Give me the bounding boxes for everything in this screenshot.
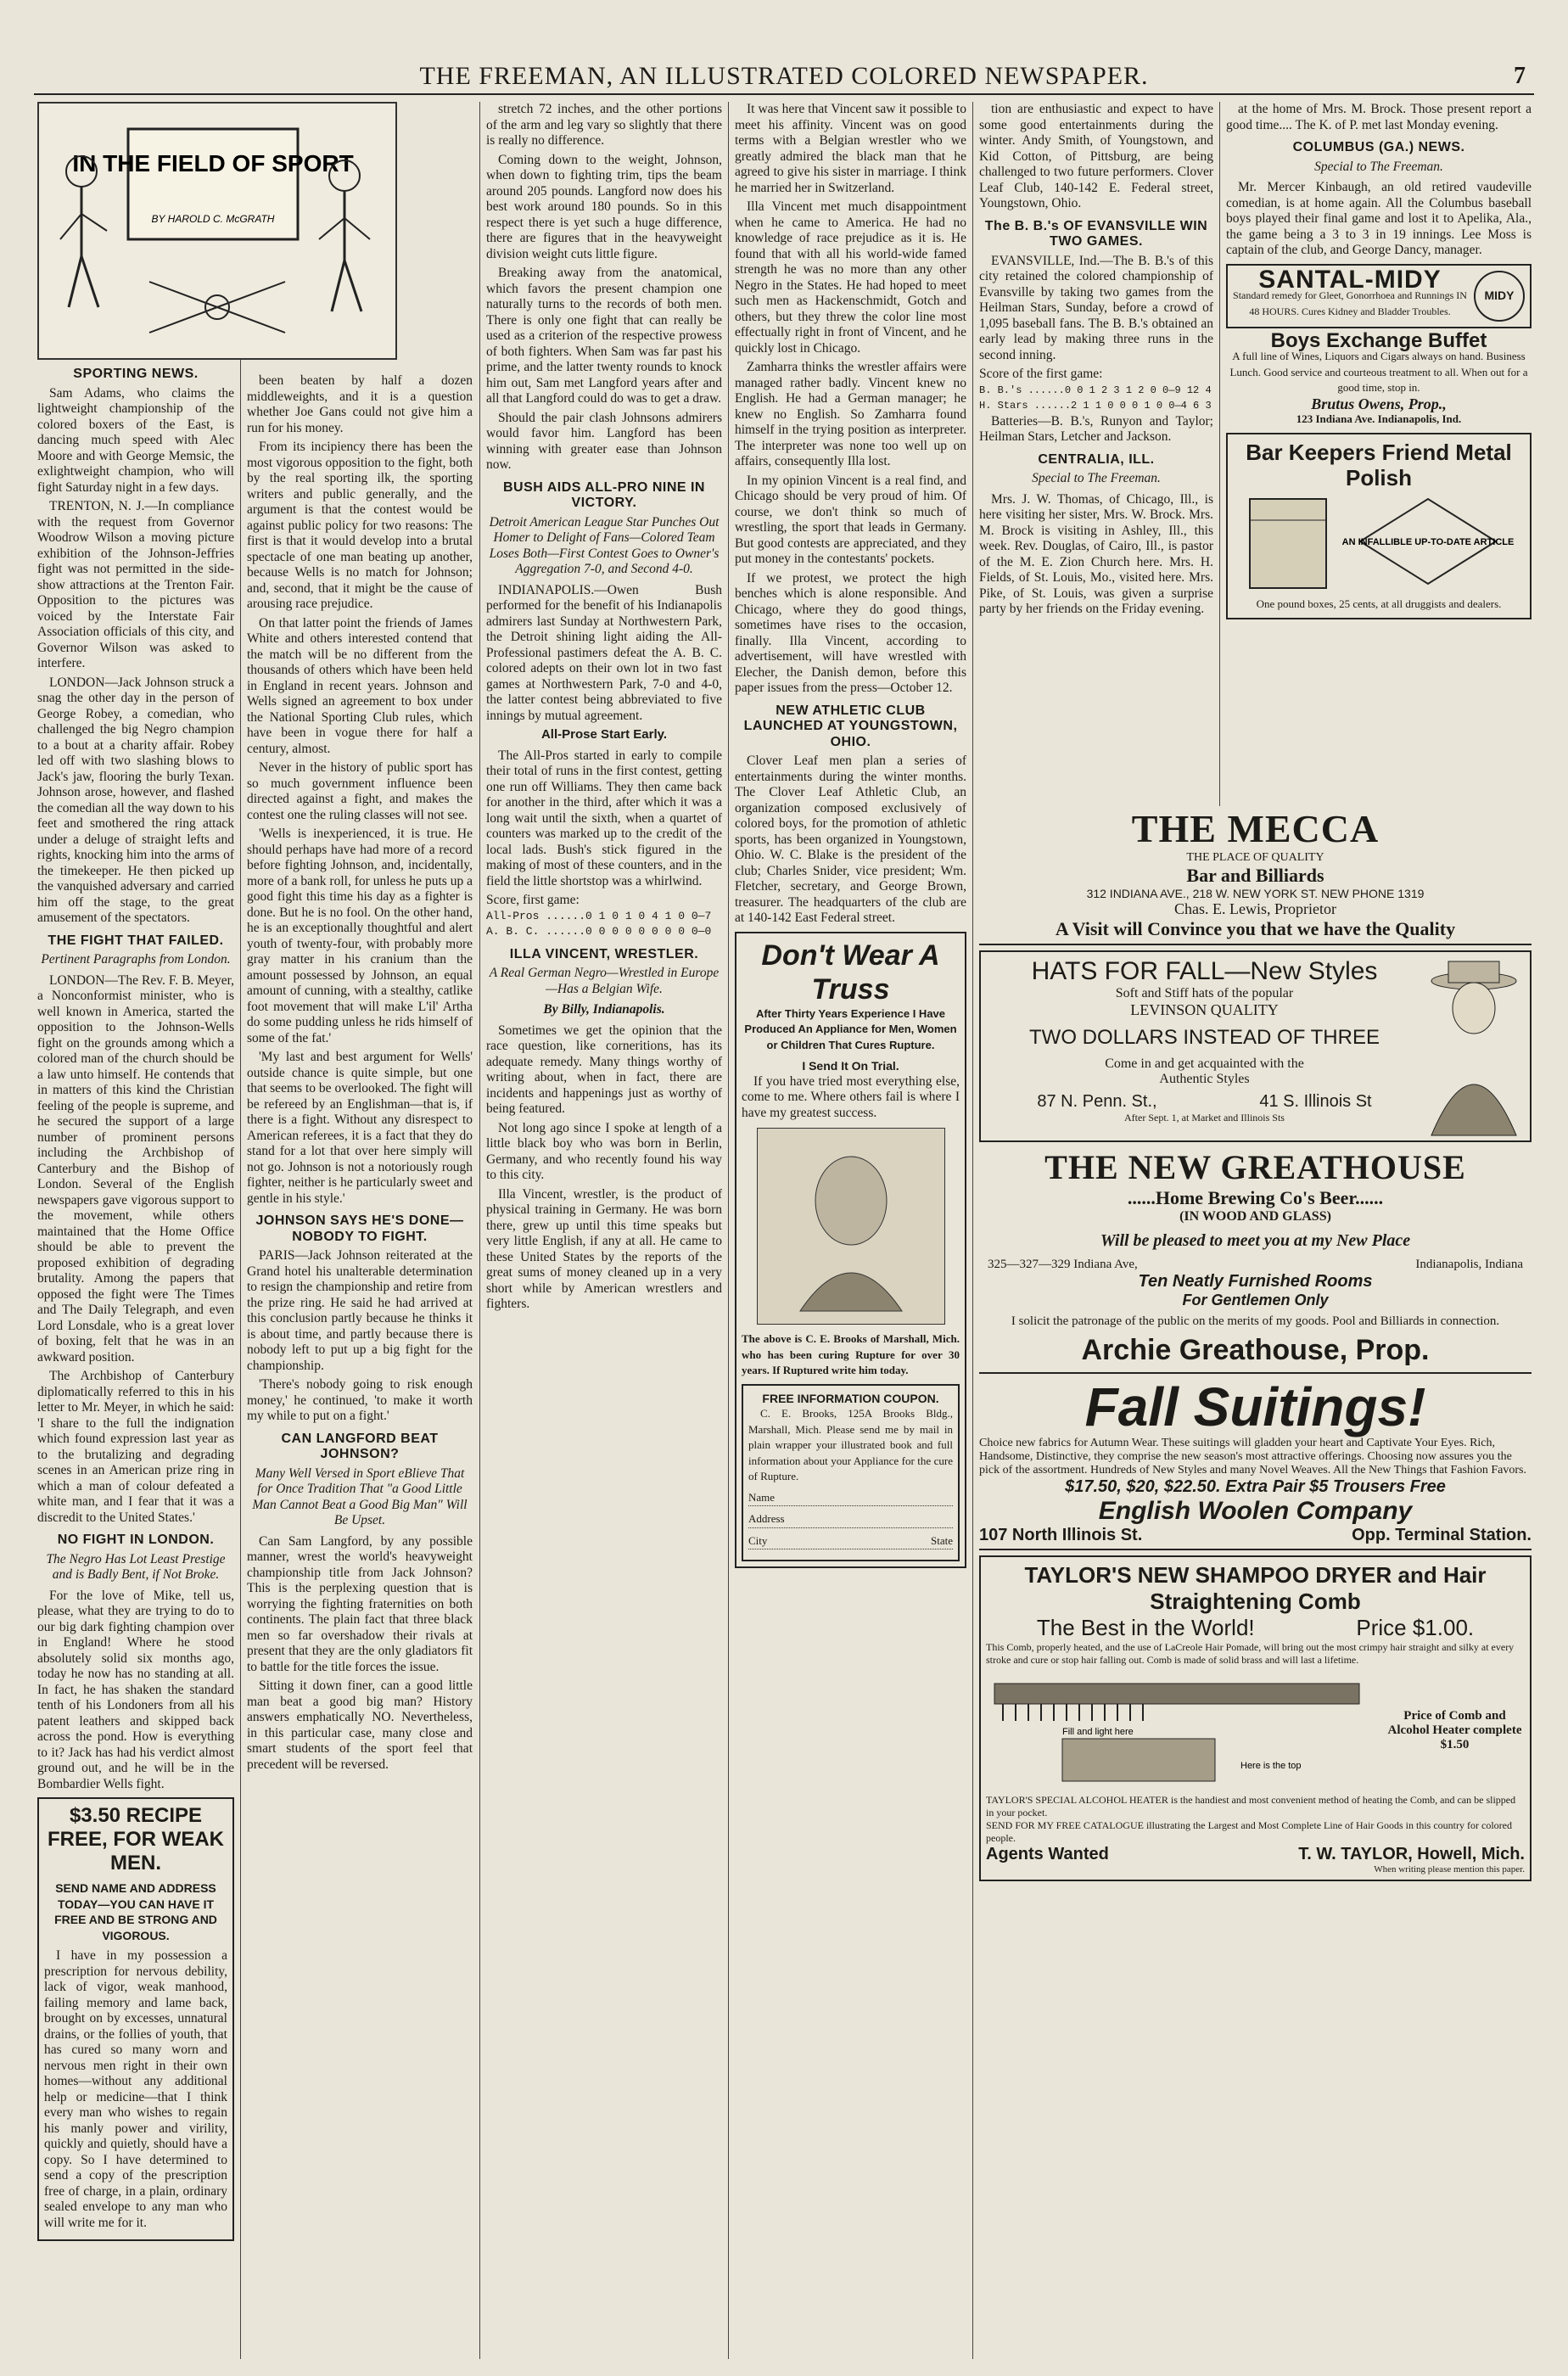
heading-johnson-done: JOHNSON SAYS HE'S DONE—NOBODY TO FIGHT. [255,1213,464,1244]
santal-ad-body: Standard remedy for Gleet, Gonorrhoea and Runnings IN 48 HOURS. Cures Kidney and Bladder Troubles. [1233,289,1467,317]
score-line: A. B. C. ......0 0 0 0 0 0 0 0 0—0 [486,925,712,938]
fall-suitings-ad [979,1374,1532,1550]
article-paragraph: PARIS—Jack Johnson reiterated at the Grand hotel his unalterable determination to resign the championship and retire from the prize ring. He said he had arrived at this conclusion partly because he thinks it is about time, and partly because there is nobody left to put up a big fight for the championship. [247,1248,473,1373]
article-paragraph: TRENTON, N. J.—In compliance with the request from Governor Woodrow Wilson a moving picture exhibition of the Johnson-Jeffries fight was not permitted in the side-show attractions at the Trenton Fair. Opposition to the pictures was voiced by the Interstate Fair Association officials of this city, and Governor Wilson was asked to interfere. [37,499,234,670]
article-paragraph: Mrs. J. W. Thomas, of Chicago, Ill., is here visiting her sister, Mrs. W. Brock. Mrs. M. Brock is visiting in Ashley, Ill., this week. Rev. Douglas, of Cairo, Ill., is pastor of the M. E. Zion Church here. Mrs. H. Fields, of St. Louis, Mo., visited here. Mrs. Pike, of St. Louis, was given a surprise party by her friends on the Friday evening. [979,491,1213,616]
mecca-subtitle-2: Bar and Billiards [1186,865,1324,886]
score-line: All-Pros ......0 1 0 1 0 4 1 0 0—7 [486,909,712,922]
boys-ad-address: 123 Indiana Ave. Indianapolis, Ind. [1296,412,1462,425]
article-paragraph: LONDON—Jack Johnson struck a snag the other day in the person of George Robey, a comedian, who challenged the big Negro champion to a bout at a charity affair. Robey led off with two slashing blows to Jack's jaw, flooring the burly Texan. Johnson arose, however, and flashed the comedian all the way down to his feet and smothered the ring attack under a deluge of straight lefts and rights, knocking him into the arms of the timekeeper. He then picked up the vanquished adversary and carried him off the stage, to the great amusement of the spectators. [37,675,234,925]
hats-address-1: 87 N. Penn. St., [1037,1092,1157,1111]
score-line: B. B.'s ......0 0 1 2 3 1 2 0 0—9 12 4 [979,384,1212,396]
polish-ad-caption: One pound boxes, 25 cents, at all druggists and dealers. [1256,597,1502,610]
sports-cartoon [37,102,397,360]
recipe-ad-subtitle: SEND NAME AND ADDRESS TODAY—YOU CAN HAVE IT FREE AND BE STRONG AND VIGOROUS. [54,1881,217,1942]
subheading: Special to The Freeman. [1314,159,1443,174]
article-paragraph: On that latter point the friends of James White and others interested contend that the match will be no different from the thousands of others which have been held in England in recent years. Johnson and Wells signed an agreement to box under the National Sporting Club rules, which have been in vogue there for half a century, almost. [247,615,473,756]
midy-badge: MIDY [1474,271,1525,322]
article-paragraph: LONDON—The Rev. F. B. Meyer, a Nonconformist minister, who is well known in America, started the opposition to the Johnson-Wells fight on the grounds among which a colored man of the church should be a law unto himself. He contends that in matters of this kind the Christian feeling of the people is supreme, and he secured the support of a large number of prominent persons including the Archbishop of Canterbury and the Bishop of London. Several of the English newspapers gave vigorous support to the movement, while others maintained that the Home Office should be able to prevent the proposed exhibition of degrading brutality. Among the papers that opposed the fight were The Times and The Daily Telegraph, and even Lord Lonsdale, who is a great lover of boxing, felt that he was in an awkward position. [37,972,234,1365]
article-paragraph: 'My last and best argument for Wells' outside chance is quite simple, but one that seems to be overlooked. The fight will be refereed by an Englishman—that is, if there is a fight. Without any disrespect to American referees, it is a fact that they do stand for a lot that over here simply will not go. Johnson is not a notoriously rough fighter, neither is he particularly sweet and gentle in his style.' [247,1050,473,1206]
column-rule [479,102,480,2359]
score-line: H. Stars ......2 1 1 0 0 0 1 0 0—4 6 3 [979,400,1212,412]
subheading: Pertinent Paragraphs from London. [41,952,231,967]
boys-ad-title: Boys Exchange Buffet [1270,328,1487,352]
recipe-ad-title: $3.50 RECIPE FREE, FOR WEAK MEN. [48,1804,224,1874]
taylor-subtitle: The Best in the World! [1036,1615,1255,1640]
recipe-ad [37,1797,234,2241]
boys-buffet-ad [1226,328,1532,428]
greathouse-subtitle: ......Home Brewing Co's Beer...... [1127,1187,1384,1208]
greathouse-body: I solicit the patronage of the public on the merits of my goods. Pool and Billiards in connection. [1011,1314,1500,1328]
article-paragraph: Never in the history of public sport has so much government influence been directed against a fight, and makes the contest one the ruling classes will not see. [247,760,473,822]
article-paragraph: 'There's nobody going to risk enough money,' he continued, 'to make it worth my while to put on a fight.' [247,1377,473,1423]
score-title: Score, first game: [486,893,580,907]
article-paragraph: In my opinion Vincent is a real find, and Chicago should be very proud of him. Of course, we don't think so much of wrestling, the sport that leads in Germany. But good contests are appreciated, and they put money in the contestants' pockets. [735,473,966,566]
truss-ad [735,932,966,1569]
cartoon-credit: BY HAROLD C. McGRATH [151,213,275,225]
portrait-image [757,1128,945,1325]
taylor-title: TAYLOR'S NEW SHAMPOO DRYER and Hair Straightening Comb [1024,1562,1487,1614]
heading-new-athletic-club: NEW ATHLETIC CLUB LAUNCHED AT YOUNGSTOWN, OHIO. [743,703,958,749]
hats-line-2: LEVINSON QUALITY [1130,1001,1279,1018]
batteries: Batteries—B. B.'s, Runyon and Taylor; Heilman Stars, Letcher and Jackson. [979,413,1213,444]
mecca-ad [979,806,1532,945]
fall-company: English Woolen Company [1098,1497,1413,1525]
greathouse-proprietor: Archie Greathouse, Prop. [1081,1334,1430,1366]
article-paragraph: The Archbishop of Canterbury diplomatically referred to this in his letter to Mr. Meyer, in which he said: 'I share to the full the indignation which found expression last year as to the brutalizing and degrading scenes in an American prize ring in which a man of colour defeated a white man, and I fear that it was a discredit to the United States.' [37,1369,234,1525]
truss-ad-title: Don't Wear A Truss [761,939,940,1006]
masthead [34,59,1534,95]
heading-langford: CAN LANGFORD BEAT JOHNSON? [281,1431,439,1461]
greathouse-rooms: Ten Neatly Furnished Rooms [1138,1272,1373,1291]
hats-ad [979,950,1532,1142]
article-paragraph: Mr. Mercer Kinbaugh, an old retired vaudeville comedian, is at home again. All the Columbus baseball boys played their final game and lost it to Apelika, Ala., the game being a 3 to 3 in 19 innings. Lee Moss is captain of the club, and George Dancy, manager. [1226,180,1532,257]
article-paragraph: been beaten by half a dozen middleweights, and it is a question whether Joe Gans could not give him a run for his money. [247,373,473,435]
byline: By Billy, Indianapolis. [543,1002,665,1017]
article-paragraph: Sometimes we get the opinion that the race question, like corneritions, has its adequate remedy. Many things worthy of writing about, when in fact, there are incidents and happenings just as worthy of being featured. [486,1023,722,1116]
polish-can-illustration [1233,490,1513,592]
article-paragraph: at the home of Mrs. M. Brock. Those present report a good time.... The K. of P. met last Monday evening. [1226,102,1532,132]
mecca-tagline: A Visit will Convince you that we have the Quality [1055,918,1456,939]
santal-midy-ad [1226,264,1532,328]
cartoon-title: IN THE FIELD OF SPORT [72,150,354,177]
greathouse-title: THE NEW GREATHOUSE [1044,1148,1466,1186]
subheading: A Real German Negro—Wrestled in Europe—Has a Belgian Wife. [489,966,720,996]
polish-tag-text: AN INFALLIBLE UP-TO-DATE ARTICLE [1341,536,1515,547]
masthead-title: THE FREEMAN, AN ILLUSTRATED COLORED NEWSPAPER. [419,62,1149,90]
article-paragraph: stretch 72 inches, and the other portions of the arm and leg vary so slightly that there is really no difference. [486,102,722,148]
coupon-title: FREE INFORMATION COUPON. [762,1391,939,1405]
taylor-note: When writing please mention this paper. [1374,1864,1525,1874]
article-paragraph: Zamharra thinks the wrestler affairs were managed rather badly. Vincent knew no English. He had a German manager; he knew no English. So Zamharra found himself in the trying position as interpreter. The interpreter was none too well up on affairs, consequently Illa lost. [735,360,966,468]
score-title: Score of the first game: [979,367,1103,381]
coupon-address-field[interactable] [748,1511,953,1528]
column-2 [247,373,473,2359]
heading-fight-failed: THE FIGHT THAT FAILED. [48,933,224,948]
article-paragraph: Illa Vincent, wrestler, is the product of physical training in Germany. He was born there, grew up until this time speaks but very little English, if any at all. He came to these United States by the reports of the great sums of money cleaned up in a very short while by American wrestlers and fighters. [486,1186,722,1311]
article-paragraph: Not long ago since I spoke at length of a little black boy who was born in Berlin, Germany, and who recently found his way to this city. [486,1120,722,1182]
greathouse-subtitle-2: (IN WOOD AND GLASS) [1179,1209,1331,1224]
mecca-address: 312 INDIANA AVE., 218 W. NEW YORK ST. NEW PHONE 1319 [1086,887,1425,900]
article-paragraph: The All-Pros started in early to compile their total of runs in the first contest, getting one run off Williams. They then came back for another in the third, after which it was a long wait until the sixth, when a quartet of counters was marked up to the credit of the local lads. Bush's stick figured in the making of most of these counters, and in the field the little shortstop was a whirlwind. [486,748,722,888]
taylor-body: This Comb, properly heated, and the use of LaCreole Hair Pomade, will bring out the most crimpy hair straight and silky at every stroke and cure or stop hair falling out. Comb is made of solid brass and will last a lifetime. [986,1641,1515,1666]
column-1 [37,102,354,2359]
subheading: Special to The Freeman. [1032,471,1161,485]
heading-sporting-news: SPORTING NEWS. [73,367,199,381]
mecca-proprietor: Chas. E. Lewis, Proprietor [1174,900,1336,917]
taylor-shampoo-ad [979,1555,1532,1881]
free-coupon [742,1384,960,1562]
coupon-city-label: City [748,1533,768,1547]
article-paragraph: For the love of Mike, tell us, please, what they are trying to do to our big dark fighting champion over in England! Where he stood absolutely solid six months ago, today he now has no standing at all. In fact, he has shaken the standard tenth of his Londoners from all his patent leathers and skipped back across the pond. How is everything to it? Jack has had his verdict almost ground out, and he will be in the Bombardier Wells fight. [37,1588,234,1791]
column-4 [735,102,966,2359]
truss-ad-body: If you have tried most everything else, come to me. Where others fail is where I have my greatest success. [742,1073,960,1120]
boys-ad-prop: Brutus Owens, Prop., [1311,395,1447,412]
subheading: Many Well Versed in Sport eBlieve That for Once Tradition That "a Good Little Man Cannot Beat a Good Big Man" Will Be Upset. [252,1465,468,1527]
greathouse-city: Indianapolis, Indiana [1415,1258,1523,1271]
hats-line-3: TWO DOLLARS INSTEAD OF THREE [1029,1026,1380,1049]
polish-ad-title: Bar Keepers Friend Metal Polish [1246,439,1512,490]
mecca-title: THE MECCA [1131,807,1380,850]
taylor-catalog: SEND FOR MY FREE CATALOGUE illustrating the Largest and Most Complete Line of Hair Goods in this country for colored people. [986,1819,1512,1844]
truss-ad-subtitle: After Thirty Years Experience I Have Produced An Appliance for Men, Women or Children That Cures Rupture. [744,1006,957,1051]
truss-ad-trial: I Send It On Trial. [802,1059,899,1073]
hats-line-1: Soft and Stiff hats of the popular [1115,986,1294,1000]
truss-ad-caption: The above is C. E. Brooks of Marshall, Mich. who has been curing Rupture for over 30 years. If Ruptured write him today. [742,1332,960,1376]
article-paragraph: Sitting it down finer, can a good little man beat a good big man? History answers emphatically NO. Nevertheless, in this particular case, many close and smart students of the sport feel that precedent will be reversed. [247,1678,473,1772]
column-rule [728,102,729,2359]
taylor-agents: Agents Wanted [986,1845,1109,1863]
heading-illa-vincent: ILLA VINCENT, WRESTLER. [509,946,699,961]
fall-address-1: 107 North Illinois St. [979,1526,1143,1544]
greathouse-ad [979,1147,1532,1374]
article-paragraph: EVANSVILLE, Ind.—The B. B.'s of this city retained the colored championship of Evansville by taking two games from the Heilman Stars, Sunday, before a crowd of 1,095 baseball fans. The B. B.'s obtained an early lead by making three runs in the second inning. [979,253,1213,362]
hats-note: After Sept. 1, at Market and Illinois Sts [1124,1112,1285,1124]
article-paragraph: Can Sam Langford, by any possible manner, wrest the world's heavyweight championship title from Jack Johnson? This is the perplexing question that is worrying the fighting fraternities on both continents. The plain fact that three black men so far overshadow their rivals at present that they are the only gladiators fit to battle for the title forces the issue. [247,1533,473,1674]
heading-all-pro-start: All-Prose Start Early. [540,727,668,742]
fall-address-2: Opp. Terminal Station. [1352,1526,1532,1544]
taylor-name: T. W. TAYLOR, Howell, Mich. [1298,1845,1525,1863]
subheading: Detroit American League Star Punches Out Homer to Delight of Fans—Colored Team Loses Both—First Contest Goes to Owner's Aggregation 7-0, and Second 4-0. [489,514,720,576]
santal-ad-title: SANTAL-MIDY [1258,265,1442,294]
heading-centralia: CENTRALIA, ILL. [1038,451,1155,467]
greathouse-rooms-2: For Gentlemen Only [1182,1292,1329,1308]
article-paragraph: Illa Vincent met much disappointment when he came to America. He had no knowledge of race prejudice as it is. He found that with all his world-wide famed strength he was no more than any other Negro in the States. He had hoped to meet such men as Hackenschmidt, Gotch and others, but they threw the color line most effectually right in front of Vincent, and he quickly lost in Chicago. [735,199,966,356]
hats-line-4: Come in and get acquainted with the [1105,1056,1304,1071]
ads-block [979,806,1532,2359]
heading-no-fight-london: NO FIGHT IN LONDON. [57,1533,215,1547]
coupon-body: C. E. Brooks, 125A Brooks Bldg., Marshall, Mich. Please send me by mail in plain wrapper your illustrated book and full information about your Appliance for the cure of Rupture. [748,1407,953,1482]
cartoon-illustration [48,112,387,350]
article-paragraph: Sam Adams, who claims the lightweight championship of the colored boxers of the East, is dancing much speed with Alec Moore and with George Memsic, the exlightweight champion, who will fight Saturday night in a few days. [37,385,234,495]
heading-columbus: COLUMBUS (GA.) NEWS. [1292,140,1465,154]
fall-title: Fall Suitings! [1084,1376,1426,1437]
hats-line-5: Authentic Styles [1159,1072,1250,1086]
article-paragraph: Clover Leaf men plan a series of entertainments during the winter months. The Clover Leaf Athletic Club, an organization composed exclusively of colored boys, for the promotion of athletic sports, has been organized in Youngstown, Ohio. W. C. Blake is the president of the club; Charles Snider, vice president; Wm. Fletcher, secretary, and George Brown, treasurer. The headquarters of the club are at 140-142 East Federal street. [735,754,966,925]
comb-illustration [986,1667,1385,1794]
fall-prices: $17.50, $20, $22.50. Extra Pair $5 Trousers Free [1065,1477,1446,1496]
metal-polish-ad [1226,433,1532,619]
coupon-name-field[interactable] [748,1490,953,1507]
fall-body: Choice new fabrics for Autumn Wear. These suitings will gladden your heart and Captivate Your Eyes. Rich, Handsome, Distinctive, they comprise the new season's most attractive offerings. Choosing now assures you the pick of the assortment. Hundreds of New Styles and many Novel Weaves. All the New Things that Fashion Favors. [979,1437,1526,1477]
hats-title: HATS FOR FALL—New Styles [1031,957,1378,985]
column-6 [1226,102,1532,798]
column-3 [486,102,722,2359]
taylor-footer: TAYLOR'S SPECIAL ALCOHOL HEATER is the handiest and most convenient method of heating the Comb, and can be slipped in your pocket. [986,1794,1516,1818]
boys-ad-body: A full line of Wines, Liquors and Cigars always on hand. Business Lunch. Good service and courteous treatment to all. When out for a good time, stop in. [1229,350,1528,394]
column-5 [979,102,1213,798]
heading-bush-aids: BUSH AIDS ALL-PRO NINE IN VICTORY. [503,479,705,510]
article-paragraph: Breaking away from the anatomical, which favors the present champion one naturally turns to the records of both men. There is only one fight that can really be used as a criterion of the respective prowess of both fighters. When Sam was far past his prime, and the latter twenty rounds to knock him out, Sam met Langford years after and all that Langford could do was to get a draw. [486,266,722,406]
column-rule [972,102,973,2359]
gentleman-hat-illustration [1423,957,1525,1135]
coupon-state-label: State [931,1533,953,1547]
article-paragraph: Coming down to the weight, Johnson, when down to fighting trim, tips the beam around 205 pounds. Langford now does his best work around 180 pounds. So in this respect there is yet such a huge difference, there are figures that in the heavyweight division weight cuts little figure. [486,152,722,261]
article-paragraph: 'Wells is inexperienced, it is true. He should perhaps have had more of a record before fighting Johnson, and, incidentally, more of a bank roll, for unless he puts up a good fight this time his day as a fighter is done. But he is no fool. On the other hand, he is an exceptionally thoughtful and alert youth of twenty-four, with probably more gray matter in his cranium than the amount possessed by Johnson, an equal amount of cunning, with a stealthy, catlike foot movement that will make L'il' Artha do some pudding unless he rids himself of some of the fat.' [247,827,473,1045]
comb-top-label: Here is the top [1240,1761,1302,1771]
article-paragraph: INDIANAPOLIS.—Owen Bush performed for the benefit of his Indianapolis admirers last Sunday at Northwestern Park, the Detroit shining light aiding the All-Professional pastimers defeat the A. B. C. colored adepts on their own lot in two fast games at Northwestern Park, 7-0 and 4-0, the latter contest being abbreviated to five innings by mutual agreement. [486,582,722,723]
mecca-subtitle: THE PLACE OF QUALITY [1186,851,1324,864]
column-rule [240,102,241,2359]
article-paragraph: tion are enthusiastic and expect to have some good entertainments during the winter. Andy Smith, of Youngstown, and Kid Cotton, of Pittsburg, are being challenged to two future performers. Clover Leaf Club, 140-142 E. Federal street, Youngstown, Ohio. [979,102,1213,210]
taylor-price: Price $1.00. [1356,1615,1475,1640]
heading-evansville: The B. B.'s OF EVANSVILLE WIN TWO GAMES. [984,218,1208,249]
taylor-heater-price: Price of Comb and Alcohol Heater complete $1.50 [1387,1708,1522,1751]
article-paragraph: If we protest, we protect the high benches which is alone responsible. And Chicago, where they do good things, sometimes have rises to the occasion, finally. Illa Vincent, according to advertisement, will have wrestled with Elecher, the Danish demon, before this paper issues from the press—October 12. [735,570,966,695]
hats-address-2: 41 S. Illinois St [1259,1092,1372,1111]
coupon-name-label: Name [748,1490,776,1504]
greathouse-welcome: Will be pleased to meet you at my New Place [1100,1231,1411,1250]
article-paragraph: From its incipiency there has been the most vigorous opposition to the fight, both by the real sporting ilk, the sporting writers and public generally, and the argument is that the contest would be against public policy for two reasons: The first is that it would develop into a brutal spectacle of one man beating up another, because Wells is no match for Johnson; and, second, that it might be the cause of arousing race prejudice. [247,440,473,611]
page-number: 7 [1514,63,1526,89]
portrait-illustration [783,1141,919,1311]
comb-fill-label: Fill and light here [1062,1727,1134,1737]
coupon-city-field[interactable] [748,1533,953,1550]
article-paragraph: It was here that Vincent saw it possible to meet his affinity. Vincent was on good terms with a Belgian wrestler who we greatly admired the black man that he agreed to give his sister in marriage. I think he married her in Switzerland. [735,102,966,195]
recipe-ad-body: I have in my possession a prescription for nervous debility, lack of vigor, weak manhood, failing memory and lame back, brought on by excesses, unnatural drains, or the follies of youth, that has cured so many worn and nervous men right in their own homes—without any additional help or medicine—that I think every man who wishes to regain his manly power and virility, quickly and quietly, should have a copy. So I have determined to send a copy of the prescription free of charge, in a plain, ordinary sealed envelope to any man who will write me for it. [44,1948,227,2230]
coupon-address-label: Address [748,1512,785,1525]
subheading: The Negro Has Lot Least Prestige and is Badly Bent, if Not Broke. [46,1551,226,1582]
greathouse-address: 325—327—329 Indiana Ave, [988,1258,1138,1271]
article-paragraph: Should the pair clash Johnsons admirers would favor him. Langford has been winning with greater ease than Johnson now. [486,410,722,472]
